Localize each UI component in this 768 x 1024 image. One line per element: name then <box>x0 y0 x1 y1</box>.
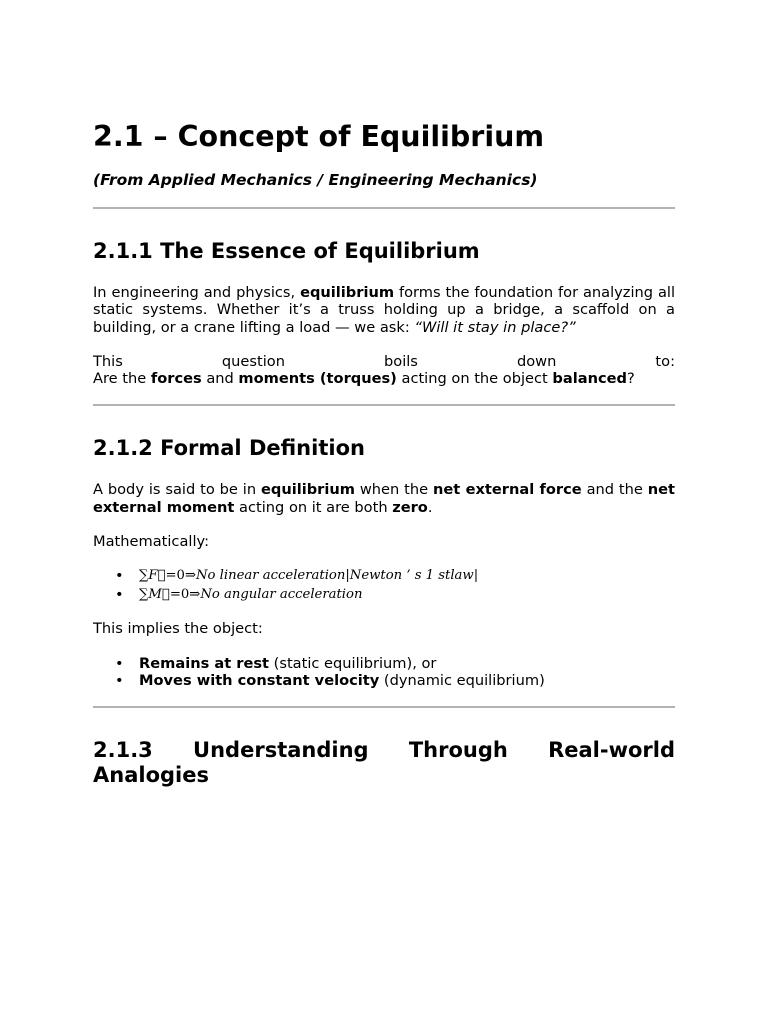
bullet: • <box>115 654 124 672</box>
document-page <box>93 118 675 788</box>
divider <box>93 207 675 209</box>
state-static: • Remains at rest (static equilibrium), or <box>115 654 437 672</box>
bullet: • <box>115 586 124 604</box>
section-heading-essence: 2.1.1 The Essence of Equilibrium <box>93 239 480 263</box>
bullet: • <box>115 671 124 689</box>
bullet: • <box>115 567 124 585</box>
boils-down-line: This question boils down to: <box>93 352 675 370</box>
equation-force: • ∑F⃗=0⇒No linear acceleration|Newton ’ s 1 stlaw| <box>115 567 479 585</box>
mathematically-label: Mathematically: <box>93 533 209 551</box>
divider <box>93 404 675 406</box>
page-subtitle: (From Applied Mechanics / Engineering Mechanics) <box>93 171 538 189</box>
implies-label: This implies the object: <box>93 620 263 638</box>
state-dynamic: • Moves with constant velocity (dynamic equilibrium) <box>115 671 545 689</box>
section-heading-formal-definition: 2.1.2 Formal Definition <box>93 436 365 461</box>
equation-list <box>93 566 675 604</box>
definition-paragraph: A body is said to be in equilibrium when the net external force and the net external moment acting on it are both zero. <box>93 481 676 516</box>
section-heading-analogies: 2.1.3 Understanding Through Real-world Analogies <box>93 738 675 788</box>
question-text: “Will it stay in place?” <box>414 318 576 336</box>
balance-question: Are the forces and moments (torques) acting on the object balanced? <box>93 370 635 388</box>
essence-paragraph: In engineering and physics, equilibrium forms the foundation for analyzing all static systems. Whether it’s a truss holding up a bridge, a scaffold on a building, or a crane lifting a load — we ask: “Will it stay in place?” <box>93 284 675 336</box>
divider <box>93 706 675 708</box>
page-title: 2.1 – Concept of Equilibrium <box>93 120 545 153</box>
equilibrium-states-list <box>93 655 675 690</box>
equation-moment: • ∑M⃗=0⇒No angular acceleration <box>115 586 363 604</box>
